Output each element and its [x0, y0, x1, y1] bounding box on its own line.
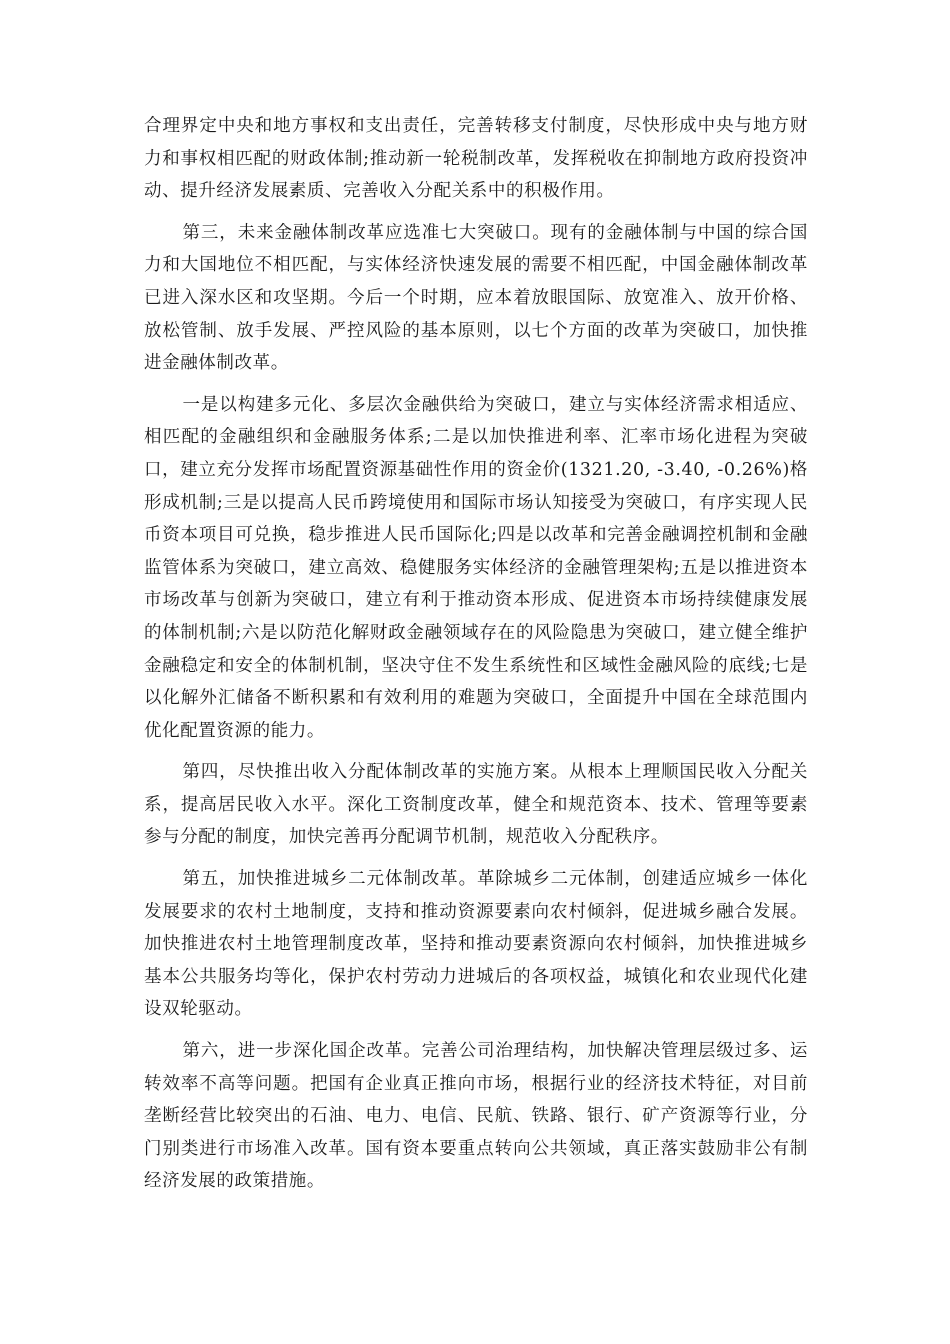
- paragraph-soe-reform: 第六，进一步深化国企改革。完善公司治理结构，加快解决管理层级过多、运转效率不高等问题。把国有企业真正推向市场，根据行业的经济技术特征，对目前垄断经营比较突出的石油、电力、电信、民航、铁路、银行、矿产资源等行业，分门别类进行市场准入改革。国有资本要重点转向公共领域，真正落实鼓励非公有制经济发展的政策措施。: [144, 1041, 808, 1192]
- paragraph-urban-rural: 第五，加快推进城乡二元体制改革。革除城乡二元体制，创建适应城乡一体化发展要求的农村土地制度，支持和推动资源要素向农村倾斜，促进城乡融合发展。加快推进农村土地管理制度改革，坚持和推动要素资源向农村倾斜，加快推进城乡基本公共服务均等化，保护农村劳动力进城后的各项权益，城镇化和农业现代化建设双轮驱动。: [144, 869, 808, 1020]
- paragraph-income-distribution: 第四，尽快推出收入分配体制改革的实施方案。从根本上理顺国民收入分配关系，提高居民收入水平。深化工资制度改革，健全和规范资本、技术、管理等要素参与分配的制度，加快完善再分配调节机制，规范收入分配秩序。: [144, 762, 808, 848]
- paragraph-financial-reform: 第三，未来金融体制改革应选准七大突破口。现有的金融体制与中国的综合国力和大国地位不相匹配，与实体经济快速发展的需要不相匹配，中国金融体制改革已进入深水区和攻坚期。今后一个时期，应本着放眼国际、放宽准入、放开价格、放松管制、放手发展、严控风险的基本原则，以七个方面的改革为突破口，加快推进金融体制改革。: [144, 222, 808, 374]
- paragraph-fiscal-system: 合理界定中央和地方事权和支出责任，完善转移支付制度，尽快形成中央与地方财力和事权相匹配的财政体制;推动新一轮税制改革，发挥税收在抑制地方政府投资冲动、提升经济发展素质、完善收入分配关系中的积极作用。: [144, 116, 808, 202]
- document-body: [144, 110, 808, 1207]
- paragraph-seven-breakthroughs: 一是以构建多元化、多层次金融供给为突破口，建立与实体经济需求相适应、相匹配的金融组织和金融服务体系;二是以加快推进利率、汇率市场化进程为突破口，建立充分发挥市场配置资源基础性作用的资金价(1321.20, -3.40, -0.26%)格形成机制;三是以提高人民币跨境使用和国际市场认知接受为突破口，有序实现人民币资本项目可兑换，稳步推进人民币国际化;四是以改革和完善金融调控机制和金融监管体系为突破口，建立高效、稳健服务实体经济的金融管理架构;五是以推进资本市场改革与创新为突破口，建立有利于推动资本形成、促进资本市场持续健康发展的体制机制;六是以防范化解财政金融领域存在的风险隐患为突破口，建立健全维护金融稳定和安全的体制机制，坚决守住不发生系统性和区域性金融风险的底线;七是以化解外汇储备不断积累和有效利用的难题为突破口，全面提升中国在全球范围内优化配置资源的能力。: [144, 394, 808, 741]
